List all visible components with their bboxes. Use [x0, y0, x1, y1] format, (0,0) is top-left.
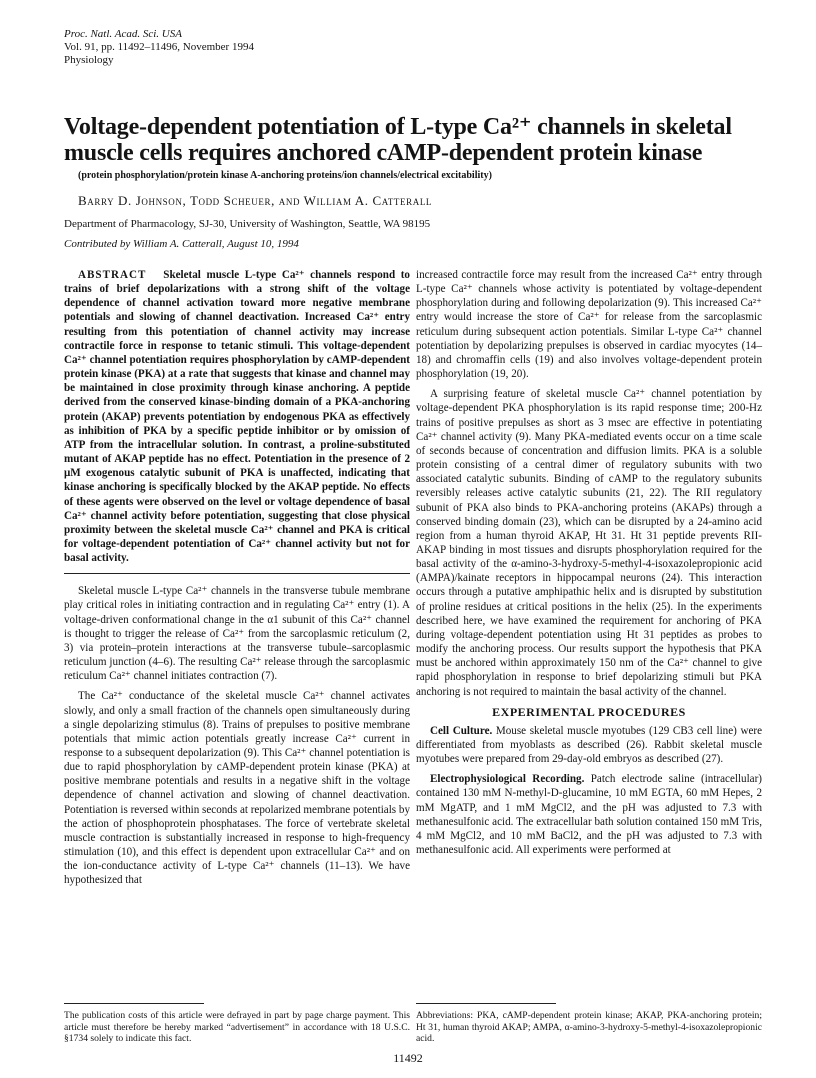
article-title: Voltage-dependent potentiation of L-type Ca²⁺ channels in skeletal muscle cells requires anchored cAMP-dependent protein kinase [64, 114, 732, 166]
subsection-text: Mouse skeletal muscle myotubes (129 CB3 cell line) were differentiated from myoblasts as described (26). Rabbit skeletal muscle myotubes were prepared from 29-day-old embryos as described (27). [416, 724, 762, 766]
footnote-abbreviations: Abbreviations: PKA, cAMP-dependent protein kinase; AKAP, PKA-anchoring protein; Ht 31, human thyroid AKAP; AMPA, α-amino-3-hydroxy-5-methyl-4-isoxazolepropionic acid. [416, 1010, 762, 1044]
affiliation: Department of Pharmacology, SJ-30, University of Washington, Seattle, WA 98195 [64, 218, 431, 230]
footnote-divider [64, 1003, 204, 1004]
body-paragraph: The Ca²⁺ conductance of the skeletal muscle Ca²⁺ channel activates slowly, and only a small fraction of the channels open simultaneously during a single depolarizing stimulus (8). Trains of prepulses to positive membrane potentials that mimic action potentials greatly increase Ca²⁺ current in response to a subsequent depolarization (9). This Ca²⁺ channel potentiation is due to rapid phosphorylation by cAMP-dependent protein kinase (PKA) at positive membrane potentials and results in a negative shift in the voltage dependence of channel activation and slowing of channel deactivation. Potentiation is reversed within seconds at repolarized membrane potentials by the action of phosphoprotein phosphatases. The force of vertebrate skeletal muscle contraction is substantially increased in response to high-frequency stimulation (10), and this effect is dependent upon extracellular Ca²⁺ and on the ion-conductance activity of L-type Ca²⁺ channels (11–13). We have hypothesized that [64, 690, 410, 887]
volume-line: Vol. 91, pp. 11492–11496, November 1994 [64, 41, 254, 53]
footnote-left: The publication costs of this article were defrayed in part by page charge payment. This article must therefore be hereby marked “advertisement” in accordance with 18 U.S.C. §1734 solely to indicate this fact. [64, 1010, 410, 1044]
body-paragraph: increased contractile force may result from the increased Ca²⁺ entry through L-type Ca²⁺ channels whose activity is potentiated by voltage-dependent phosphorylation during and following depolarization (9). This increased Ca²⁺ entry would increase the store of Ca²⁺ for release from the sarcoplasmic reticulum during subsequent action potentials. Similar L-type Ca²⁺ channel potentiation by depolarizing prepulses is observed in cardiac myocytes (14–18) and chromaffin cells (19) and also involves voltage-dependent protein phosphorylation (19, 20). [416, 269, 762, 381]
methods-paragraph [416, 724, 762, 766]
abstract-divider [64, 573, 410, 574]
authors: Barry D. Johnson, Todd Scheuer, and William A. Catterall [78, 193, 433, 208]
section-label: Physiology [64, 54, 114, 66]
subsection-text: Patch electrode saline (intracellular) contained 130 mM N-methyl-D-glucamine, 10 mM EGTA, 60 mM Hepes, 2 mM MgATP, and 1 mM MgCl2, and the pH was adjusted to 7.3 with methanesulfonic acid. The extracellular bath solution contained 150 mM Tris, 4 mM MgCl2, and 10 mM BaCl2, and the pH was adjusted to 7.3 with methanesulfonic acid. All experiments were performed at [416, 773, 762, 857]
left-column [64, 268, 410, 894]
body-paragraph: Skeletal muscle L-type Ca²⁺ channels in the transverse tubule membrane play critical roles in initiating contraction and in regulating Ca²⁺ entry (1). A voltage-driven conformational change in the α1 subunit of this Ca²⁺ channel is thought to trigger the release of Ca²⁺ from the sarcoplasmic reticulum (2, 3) via protein–protein interactions at the transverse tubule–sarcoplasmic reticulum junction (4–6). The resulting Ca²⁺ release through the sarcoplasmic reticulum Ca²⁺ channel initiates contraction (7). [64, 585, 410, 683]
subsection-label: Electrophysiological Recording. [430, 773, 585, 786]
contributed-by: Contributed by William A. Catterall, August 10, 1994 [64, 238, 299, 250]
subsection-label: Cell Culture. [430, 724, 493, 737]
page-number: 11492 [393, 1051, 423, 1065]
methods-paragraph [416, 772, 762, 857]
journal-header [64, 28, 254, 67]
journal-name: Proc. Natl. Acad. Sci. USA [64, 28, 182, 40]
keywords: (protein phosphorylation/protein kinase A-anchoring proteins/ion channels/electrical excitability) [78, 170, 492, 181]
right-column [416, 268, 762, 863]
abstract [64, 268, 410, 565]
body-paragraph: A surprising feature of skeletal muscle Ca²⁺ channel potentiation by voltage-dependent PKA phosphorylation is its rapid response time; 200-Hz trains of positive prepulses as short as 3 msec are effective in potentiating Ca²⁺ channel activity (9). Many PKA-mediated events occur on a time scale of seconds because of concentration and diffusion limits. PKA is a soluble protein consisting of a central dimer of regulatory subunits with two associated catalytic subunits. Binding of cAMP to the regulatory subunits reversibly releases active catalytic subunits (21, 22). The RII regulatory subunit of PKA also binds to PKA-anchoring proteins (AKAPs) through a conserved binding domain (23), which can be disrupted by a 24-amino acid region from a human thyroid AKAP, Ht 31. Ht 31 peptide prevents RII-AKAP binding in most tissues and disrupts phosphorylation required for the basal activity of the α-amino-3-hydroxy-5-methyl-4-isoxazolepropionic acid (AMPA)/kainate receptors in hippocampal neurons (24). This interaction occurs through a putative amphipathic helix and is disrupted by substitution of proline residues at critical positions in the helix (25). In the experiments described here, we have examined the requirement for anchoring of PKA during voltage-dependent potentiation using Ht 31 peptides as probes to modify the anchoring process. Our results support the hypothesis that PKA must be anchored within approximately 150 nm of the Ca²⁺ channel to give rapid phosphorylation in response to brief depolarizing stimuli but PKA anchoring is not required to maintain the basal activity of the channel. [416, 388, 762, 698]
section-heading: EXPERIMENTAL PROCEDURES [492, 704, 686, 719]
footnote-divider [416, 1003, 556, 1004]
abstract-text: Skeletal muscle L-type Ca²⁺ channels respond to trains of brief depolarizations with a strong shift of the voltage dependence of channel activation toward more negative membrane potentials and slowing of channel deactivation. Increased Ca²⁺ entry resulting from this potentiation of channel activity may increase contractile force in response to tetanic stimuli. This voltage-dependent Ca²⁺ channel potentiation requires phosphorylation by cAMP-dependent protein kinase (PKA) at a rate that suggests that kinase and channel may be maintained in close proximity through kinase anchoring. A peptide derived from the conserved kinase-binding domain of a PKA-anchoring protein (AKAP) prevents potentiation by endogenous PKA as effectively as inhibition of PKA by a specific peptide inhibitor or by omission of ATP from the intracellular solution. In contrast, a proline-substituted mutant of AKAP peptide has no effect. Potentiation in the presence of 2 μM exogenous catalytic subunit of PKA is unaffected, indicating that kinase anchoring is specifically blocked by the AKAP peptide. No effects of these agents were observed on the level or voltage dependence of basal Ca²⁺ channel activity before potentiation, suggesting that close physical proximity between the skeletal muscle Ca²⁺ channel and PKA is critical for voltage-dependent potentiation of Ca²⁺ channel activity but not for basal activity. [64, 269, 410, 565]
abstract-label: ABSTRACT [78, 269, 147, 281]
